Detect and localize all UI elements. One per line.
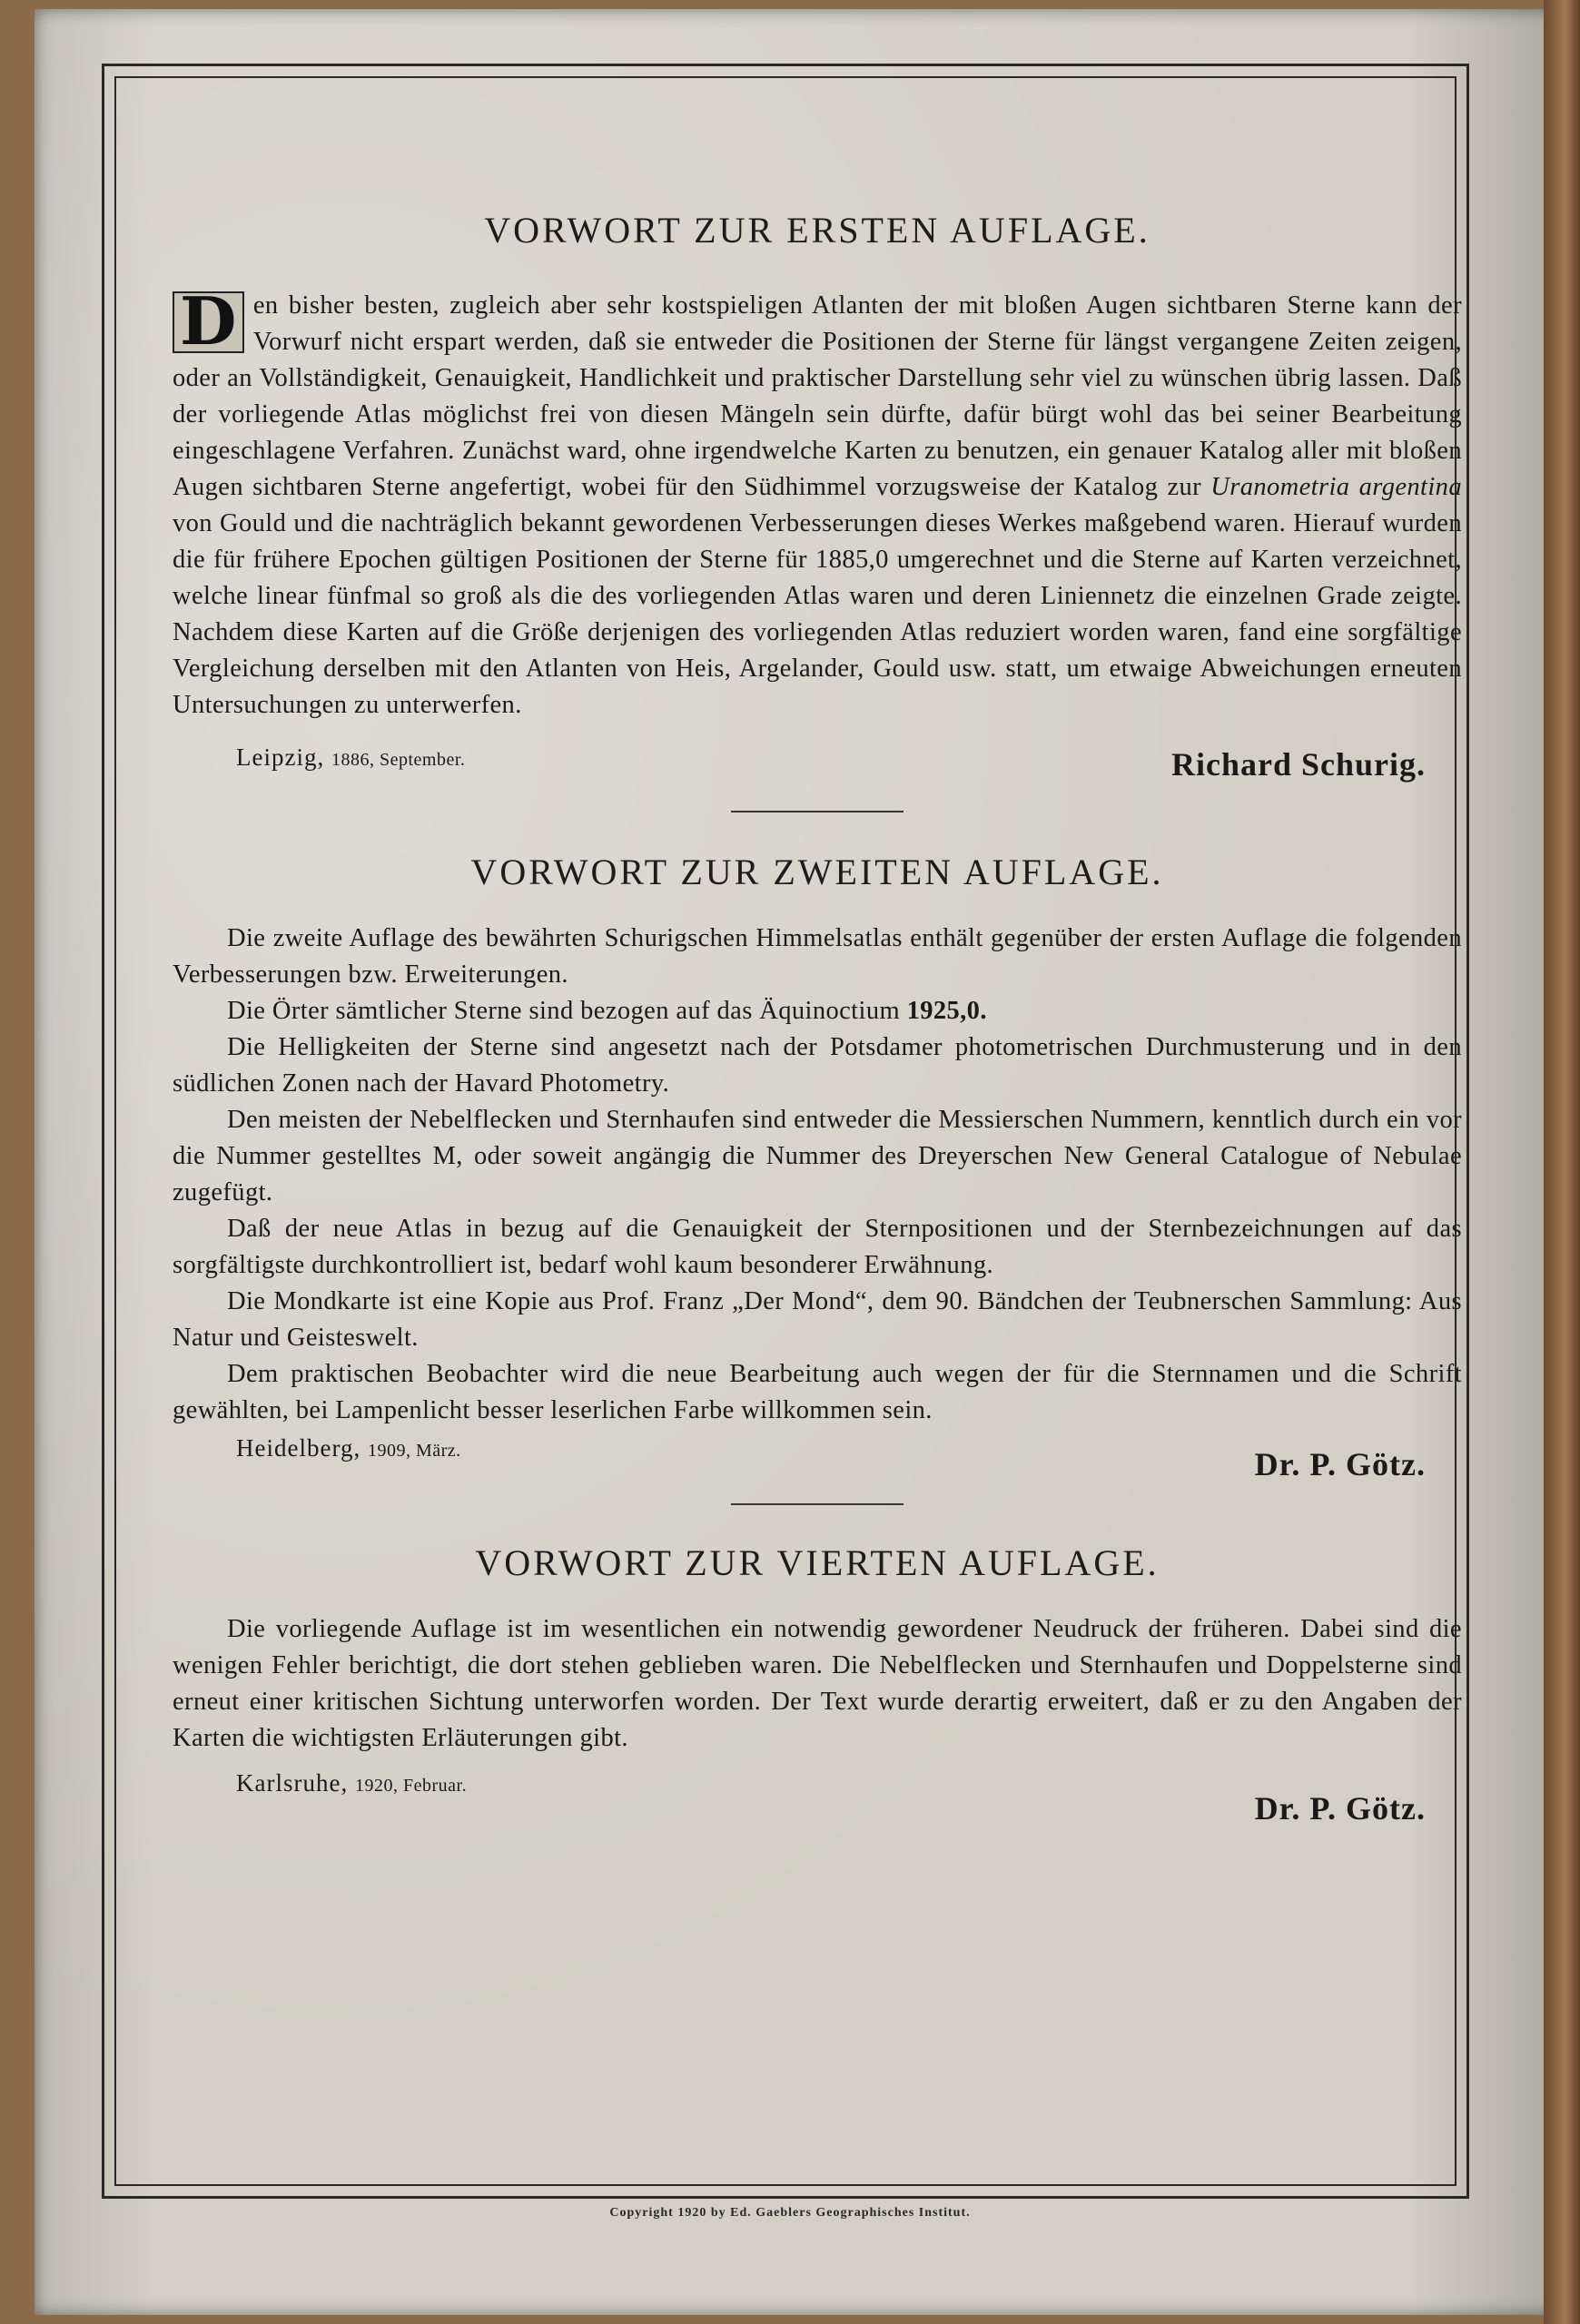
paragraph: Den meisten der Nebelflecken und Sternhaufen sind entweder die Messierschen Nummern, kenntlich durch ein vor die Nummer gestelltes M, oder soweit angängig die Nummer des Dreyerschen New General Catalogue of Nebulae zugefügt. [173,1106,1462,1206]
paragraph-text-1: en bisher besten, zugleich aber sehr kostspieligen Atlanten der mit bloßen Augen sichtbaren Sterne kann der Vorwurf nicht erspart werden, daß sie entweder die Positionen der Sterne für längst vergangene Zeiten zeigen, oder an Vollständigkeit, Genauigkeit, Handlichkeit und praktischer Darstellung sehr viel zu wünschen übrig lassen. Daß der vorliegende Atlas möglichst frei von diesen Mängeln sein dürfte, dafür bürgt wohl das bei seiner Bearbeitung eingeschlagene Verfahren. Zunächst ward, ohne irgendwelche Karten zu benutzen, ein genauer Katalog aller mit bloßen Augen sichtbaren Sterne angefertigt, wobei für den Südhimmel vorzugsweise der Katalog zur [173,291,1462,501]
signer-name: Richard Schurig. [1170,746,1426,783]
paragraph: Daß der neue Atlas in bezug auf die Genauigkeit der Sternpositionen und der Sternbezeichnungen auf das sorgfältigste durchkontrolliert ist, bedarf wohl kaum besonderer Erwähnung. [173,1215,1462,1279]
heading-second-edition: VORWORT ZUR ZWEITEN AUFLAGE. [470,852,1164,892]
place-date: Heidelberg, 1909, März. [236,1434,461,1462]
paragraph-first-edition [173,282,1462,724]
paragraph: Die Helligkeiten der Sterne sind angesetzt nach der Potsdamer photometrischen Durchmusterung und in den südlichen Zonen nach der Havard Photometry. [173,1033,1462,1098]
book-spine [1544,0,1580,2324]
paragraph-text-2: von Gould und die nachträglich bekannt gewordenen Verbesserungen dieses Werkes maßgebend waren. Hierauf wurden die für frühere Epochen gültigen Positionen der Sterne für 1885,0 umgerechnet und die Sterne auf Karten verzeichnet, welche linear fünfmal so groß als die des vorliegenden Atlas waren und deren Liniennetz die einzelnen Grade zeigte. Nachdem diese Karten auf die Größe derjenigen des vorliegenden Atlas reduziert worden waren, fand eine sorgfältige Vergleichung derselben mit den Atlanten von Heis, Argelander, Gould usw. statt, um etwaige Abweichungen erneuten Untersuchungen zu unterwerfen. [173,509,1462,719]
signature-line-first [173,738,1462,793]
paragraph: Dem praktischen Beobachter wird die neue Bearbeitung auch wegen der für die Sternnamen und die Schrift gewählten, bei Lampenlicht besser leserlichen Farbe willkommen sein. [173,1360,1462,1424]
drop-cap: D [173,291,244,353]
heading-fourth-edition: VORWORT ZUR VIERTEN AUFLAGE. [475,1542,1160,1583]
paragraph: Die vorliegende Auflage ist im wesentlichen ein notwendig gewordener Neudruck der früheren. Dabei sind die wenigen Fehler berichtigt, die dort stehen geblieben waren. Die Nebelflecken und Sternhaufen und Doppelsterne sind erneut einer kritischen Sichtung unterworfen worden. Der Text wurde derartig erweitert, daß er zu den Angaben der Karten die wichtigsten Erläuterungen gibt. [173,1615,1462,1752]
italic-title: Uranometria argentina [1210,473,1462,501]
paragraph: Die Örter sämtlicher Sterne sind bezogen auf das Äquinoctium 1925,0. [227,997,987,1025]
paragraph: Die Mondkarte ist eine Kopie aus Prof. Franz „Der Mond“, dem 90. Bändchen der Teubnerschen Sammlung: Aus Natur und Geisteswelt. [173,1287,1462,1352]
signer-name: Dr. P. Götz. [1254,1446,1426,1482]
signature-line-fourth [173,1764,1462,1827]
place-date: Leipzig, 1886, September. [236,743,466,771]
signature-line-second [173,1429,1462,1483]
page-content [173,172,1462,1827]
signer-name: Dr. P. Götz. [1254,1790,1426,1827]
heading-first-edition: VORWORT ZUR ERSTEN AUFLAGE. [484,210,1150,251]
copyright-footer: Copyright 1920 by Ed. Gaeblers Geographisches Institut. [609,2206,971,2220]
paragraph: Die zweite Auflage des bewährten Schurigschen Himmelsatlas enthält gegenüber der ersten Auflage die folgenden Verbesserungen bzw. Erweiterungen. [173,924,1462,989]
place-date: Karlsruhe, 1920, Februar. [236,1769,468,1797]
